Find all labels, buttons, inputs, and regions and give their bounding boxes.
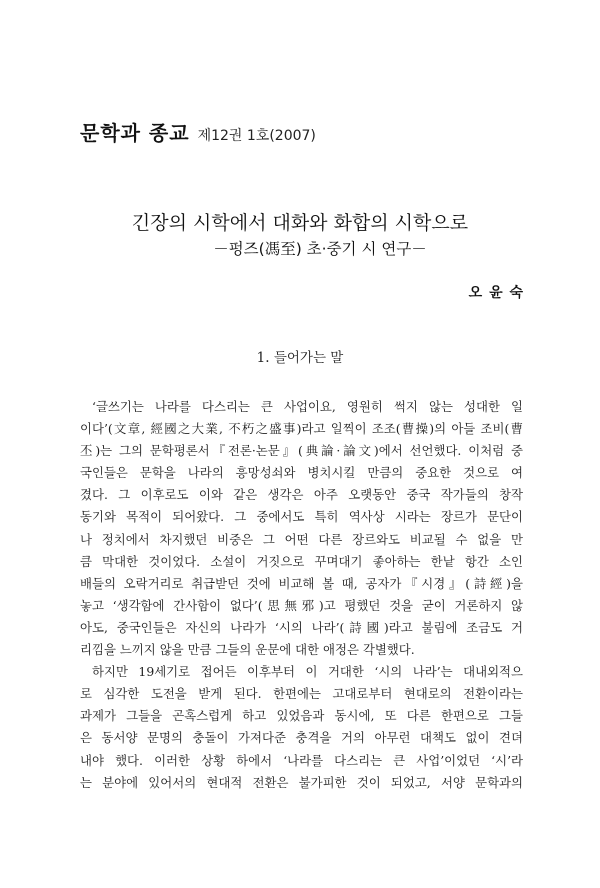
journal-header <box>80 117 316 146</box>
section-heading: 1. 들어가는 말 <box>256 350 344 366</box>
text-line: 겼다. 그 이후로도 이와 같은 생각은 아주 오랫동안 중국 작가들의 창작 <box>80 487 523 503</box>
text-line: 丕)는 그의 문학평론서『전론·논문』(典論·論文)에서 선언했다. 이처럼 중 <box>80 443 523 459</box>
text-line: 하지만 19세기로 접어든 이후부터 이 거대한 ‘시의 나라’는 대내외적으 <box>92 664 523 680</box>
text-line: 로 심각한 도전을 받게 된다. 한편에는 고대로부터 현대로의 전환이라는 <box>80 686 523 702</box>
text-line: 리낌을 느끼지 않을 만큼 그들의 운문에 대한 애정은 각별했다. <box>80 642 415 658</box>
journal-name: 문학과 종교 <box>80 121 190 145</box>
text-line: 배들의 오락거리로 취급받던 것에 비교해 볼 때, 공자가『시경』(詩經)을 <box>80 575 523 591</box>
text-line: 국인들은 문학을 나라의 흥망성쇠와 병치시킬 만큼의 중요한 것으로 여 <box>80 465 523 481</box>
title-block <box>0 210 600 260</box>
text-line: 나 정치에서 차지했던 비중은 그 어떤 다른 장르와도 비교될 수 없을 만 <box>80 531 523 547</box>
text-line: 과제가 그들을 곤혹스럽게 하고 있었음과 동시에, 또 다른 한편으로 그들 <box>80 708 523 724</box>
text-line: 동기와 목적이 되어왔다. 그 중에서도 특히 역사상 시라는 장르가 문단이 <box>80 509 523 525</box>
body-text <box>80 396 523 794</box>
journal-issue: 제12권 1호(2007) <box>197 128 316 144</box>
text-line: 큼 막대한 것이었다. 소설이 거짓으로 꾸며대기 좋아하는 한낱 항간 소인 <box>80 553 523 569</box>
text-line: 아도, 중국인들은 자신의 나라가 ‘시의 나라’(詩國)라고 불림에 조금도 거 <box>80 619 523 635</box>
text-line: 은 동서양 문명의 충돌이 가져다준 충격을 거의 아무런 대책도 없이 견뎌 <box>80 730 523 746</box>
article-title: 긴장의 시학에서 대화와 화합의 시학으로 <box>131 212 469 234</box>
text-line: 이다’(文章, 經國之大業, 不朽之盛事)라고 일찍이 조조(曹操)의 아들 조비(曹 <box>80 421 523 437</box>
text-line: 는 분야에 있어서의 현대적 전환은 불가피한 것이 되었고, 서양 문학과의 <box>80 774 523 790</box>
text-line: ‘글쓰기는 나라를 다스리는 큰 사업이요, 영원히 썩지 않는 성대한 일 <box>92 399 523 414</box>
article-subtitle: －펑즈(馮至) 초·중기 시 연구－ <box>213 240 427 258</box>
text-line: 놓고 ‘생각함에 간사함이 없다’(思無邪)고 평했던 것을 굳이 거론하지 않 <box>80 597 523 613</box>
text-line: 내야 했다. 이러한 상황 하에서 ‘나라를 다스리는 큰 사업’이었던 ‘시’라 <box>80 752 523 768</box>
article-author: 오 윤 숙 <box>468 285 524 301</box>
